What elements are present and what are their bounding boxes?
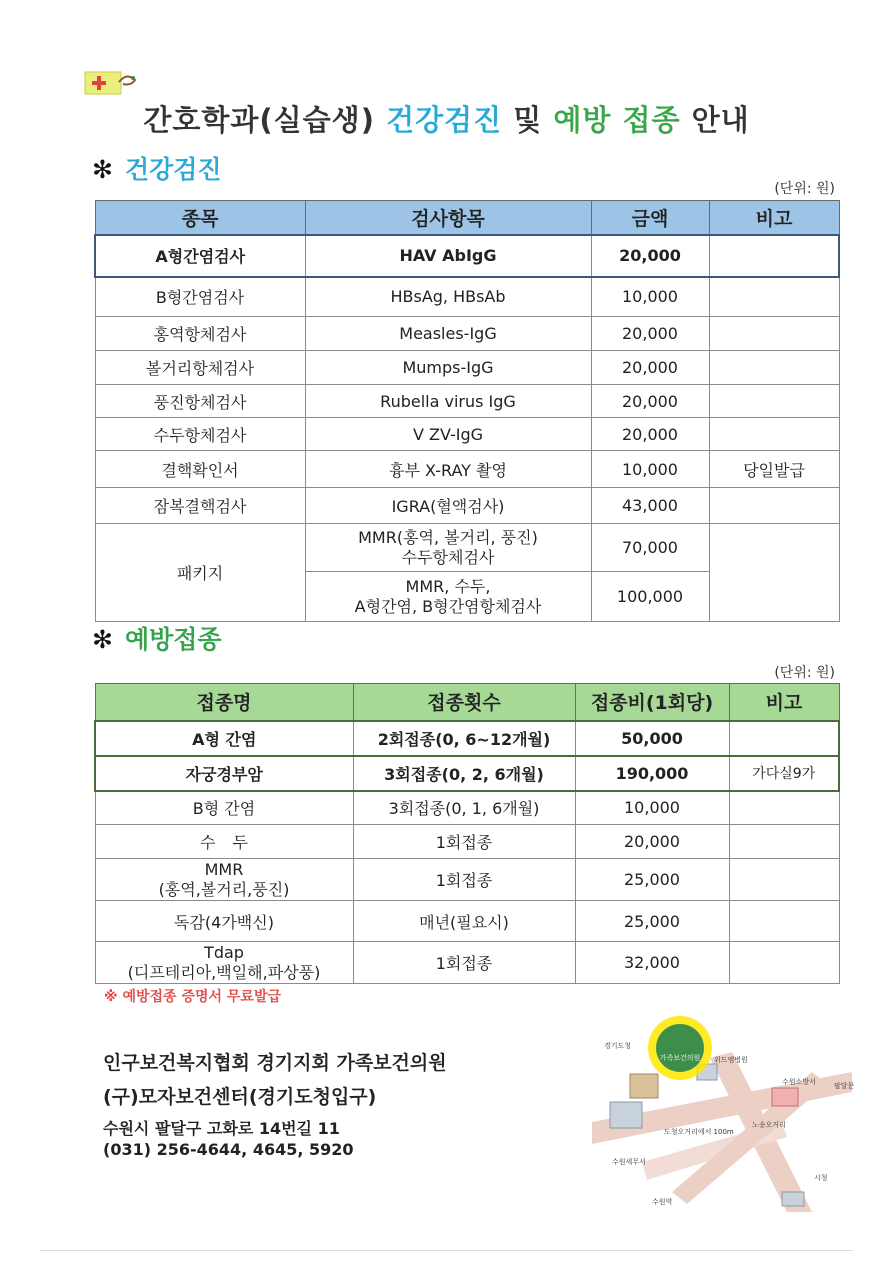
cell-name: 볼거리항체검사 — [95, 351, 305, 385]
table-row — [95, 825, 839, 859]
map-label-nammun: 노송오거리 — [752, 1121, 786, 1129]
cell-count: 3회접종(0, 1, 6개월) — [353, 791, 575, 825]
certificate-note: ※ 예방접종 증명서 무료발급 — [104, 989, 281, 1005]
table-row — [95, 351, 839, 385]
cell-item: HBsAg, HBsAb — [305, 277, 591, 317]
vaccination-unit: (단위: 원) — [774, 665, 835, 681]
cell-note — [709, 235, 839, 277]
location-map — [582, 1012, 862, 1212]
cell-note — [709, 418, 839, 451]
vaccination-section-title: ✻ 예방접종 — [92, 625, 222, 654]
col-header: 금액 — [591, 201, 709, 235]
map-label-road: 도청오거리에서 100m — [664, 1128, 734, 1136]
health-check-table — [94, 200, 840, 622]
asterisk-icon: ✻ — [92, 155, 113, 184]
cell-price: 50,000 — [575, 721, 729, 756]
col-header: 접종비(1회당) — [575, 684, 729, 721]
col-header: 비고 — [709, 201, 839, 235]
title-part3: 및 — [513, 103, 543, 137]
cell-note: 당일발급 — [709, 451, 839, 488]
cell-price: 20,000 — [575, 825, 729, 859]
col-header: 접종명 — [95, 684, 353, 721]
cell-name: 독감(4가백신) — [95, 901, 353, 942]
cell-item: V ZV-IgG — [305, 418, 591, 451]
cell-package-name: 패키지 — [95, 524, 305, 622]
cell-package-item: MMR(홍역, 볼거리, 풍진) 수두항체검사 — [305, 524, 591, 572]
cell-price: 10,000 — [575, 791, 729, 825]
table-row — [95, 418, 839, 451]
health-check-unit: (단위: 원) — [774, 181, 835, 197]
cell-price: 32,000 — [575, 942, 729, 984]
cell-name: 자궁경부암 — [95, 756, 353, 791]
address: 수원시 팔달구 고화로 14번길 11 — [103, 1119, 340, 1138]
cell-note — [729, 901, 839, 942]
cell-price: 20,000 — [591, 351, 709, 385]
former-name: (구)모자보건센터(경기도청입구) — [103, 1086, 377, 1108]
asterisk-icon: ✻ — [92, 625, 113, 654]
cell-note — [729, 859, 839, 901]
cell-item: HAV AbIgG — [305, 235, 591, 277]
table-row — [95, 756, 839, 791]
health-check-section-title: ✻ 건강검진 — [92, 155, 222, 184]
col-header: 종목 — [95, 201, 305, 235]
table-row — [95, 317, 839, 351]
map-label-clinic: 가족보건의원 — [659, 1054, 701, 1062]
cell-name: 수 두 — [95, 825, 353, 859]
org-name: 인구보건복지협회 경기지회 가족보건의원 — [103, 1052, 447, 1074]
cell-price: 190,000 — [575, 756, 729, 791]
cell-note — [729, 791, 839, 825]
phone: (031) 256-4644, 4645, 5920 — [103, 1140, 354, 1159]
cell-count: 1회접종 — [353, 825, 575, 859]
table-row — [95, 235, 839, 277]
map-label-palgong: 팔달문 — [834, 1082, 855, 1090]
table-row — [95, 488, 839, 524]
cell-note — [709, 317, 839, 351]
cell-name: B형간염검사 — [95, 277, 305, 317]
cell-name: MMR (홍역,볼거리,풍진) — [95, 859, 353, 901]
cell-note — [709, 488, 839, 524]
cell-price: 20,000 — [591, 317, 709, 351]
cell-price: 25,000 — [575, 901, 729, 942]
cell-name: A형간염검사 — [95, 235, 305, 277]
divider — [40, 1250, 853, 1251]
cell-item: IGRA(혈액검사) — [305, 488, 591, 524]
table-row — [95, 791, 839, 825]
cell-name: 수두항체검사 — [95, 418, 305, 451]
table-row — [95, 901, 839, 942]
map-label-city: 시청 — [814, 1174, 828, 1182]
table-row — [95, 277, 839, 317]
map-label-tax: 수원세무서 — [612, 1158, 646, 1166]
cell-item: Rubella virus IgG — [305, 385, 591, 418]
cell-name: 풍진항체검사 — [95, 385, 305, 418]
title-part1: 간호학과(실습생) — [143, 103, 375, 137]
cell-name: 결핵확인서 — [95, 451, 305, 488]
page-title — [0, 98, 893, 139]
cell-price: 20,000 — [591, 418, 709, 451]
cell-package-item: MMR, 수두, A형간염, B형간염항체검사 — [305, 572, 591, 622]
map-label-fire: 수원소방서 — [782, 1078, 816, 1086]
title-part5: 안내 — [691, 103, 750, 137]
cell-name: A형 간염 — [95, 721, 353, 756]
cell-price: 10,000 — [591, 277, 709, 317]
cell-count: 3회접종(0, 2, 6개월) — [353, 756, 575, 791]
col-header: 검사항목 — [305, 201, 591, 235]
title-part2: 건강검진 — [386, 103, 503, 137]
cell-price: 70,000 — [591, 524, 709, 572]
table-row — [95, 385, 839, 418]
cell-count: 2회접종(0, 6~12개월) — [353, 721, 575, 756]
table-row — [95, 721, 839, 756]
table-row — [95, 524, 839, 572]
table-row — [95, 942, 839, 984]
cell-note — [709, 277, 839, 317]
col-header: 비고 — [729, 684, 839, 721]
cell-price: 20,000 — [591, 235, 709, 277]
cell-price: 100,000 — [591, 572, 709, 622]
clinic-logo-icon — [83, 68, 141, 98]
cell-note — [729, 721, 839, 756]
cell-name: Tdap (디프테리아,백일해,파상풍) — [95, 942, 353, 984]
cell-note: 가다실9가 — [729, 756, 839, 791]
cell-count: 1회접종 — [353, 942, 575, 984]
cell-note — [729, 825, 839, 859]
cell-count: 매년(필요시) — [353, 901, 575, 942]
cell-count: 1회접종 — [353, 859, 575, 901]
cell-name: 홍역항체검사 — [95, 317, 305, 351]
cell-note — [729, 942, 839, 984]
cell-item: Mumps-IgG — [305, 351, 591, 385]
cell-item: 흉부 X-RAY 촬영 — [305, 451, 591, 488]
cell-price: 43,000 — [591, 488, 709, 524]
cell-item: Measles-IgG — [305, 317, 591, 351]
cell-note — [709, 351, 839, 385]
table-row — [95, 451, 839, 488]
title-part4: 예방 접종 — [553, 103, 681, 137]
cell-price: 20,000 — [591, 385, 709, 418]
map-label-station: 수원역 — [652, 1198, 673, 1206]
cell-name: 잠복결핵검사 — [95, 488, 305, 524]
table-row — [95, 859, 839, 901]
cell-price: 25,000 — [575, 859, 729, 901]
vaccination-table — [94, 683, 840, 984]
map-label-gyeonggi: 경기도청 — [604, 1042, 632, 1050]
col-header: 접종횟수 — [353, 684, 575, 721]
cell-note — [709, 385, 839, 418]
cell-price: 10,000 — [591, 451, 709, 488]
cell-name: B형 간염 — [95, 791, 353, 825]
cell-note — [709, 524, 839, 622]
map-label-hospital: 위드엠병원 — [714, 1056, 748, 1064]
